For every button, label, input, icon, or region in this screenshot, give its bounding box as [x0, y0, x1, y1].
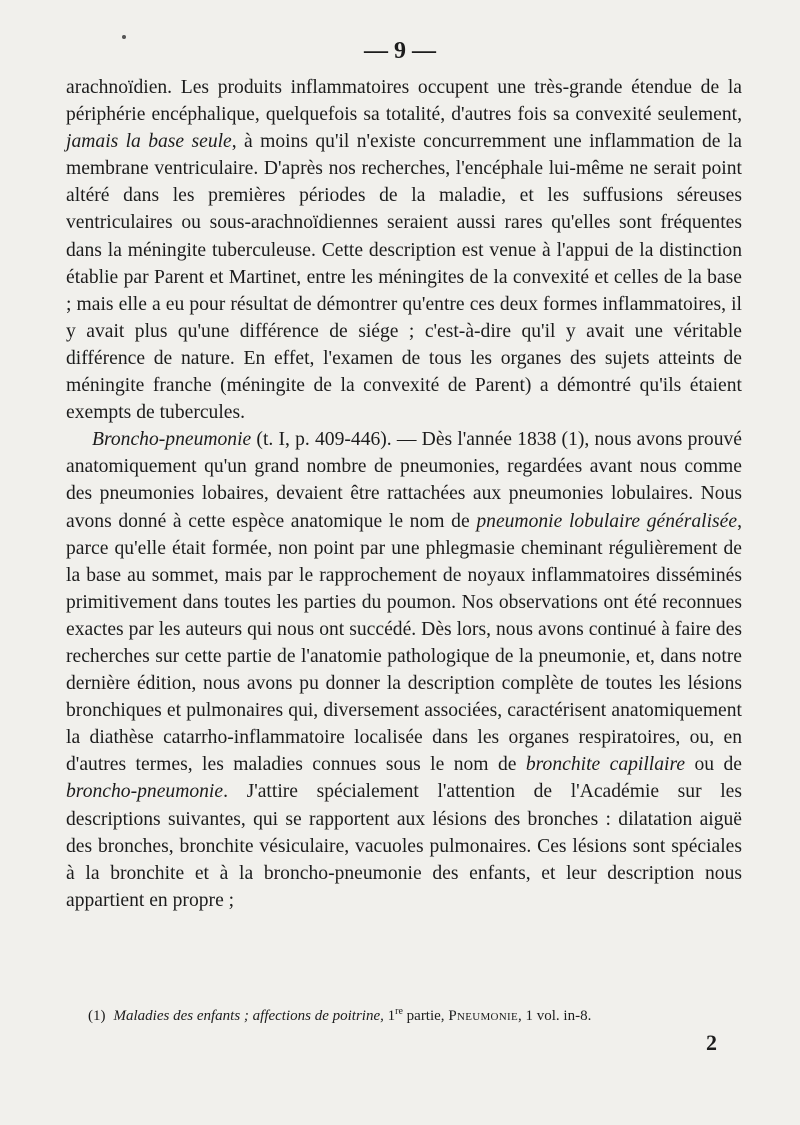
text-run: , parce qu'elle était formée, non point par une phlegmasie cheminant régulièrement de la base au sommet, mais par le rapprochement de noyaux inflammatoires disséminés primitivement dans toutes les parties du poumon. Nos observations ont été reconnues exactes par les auteurs qui nous ont succédé. Dès lors, nous avons continué à faire des recherches sur cette partie de l'anatomie pathologique de la pneumonie, et, dans notre dernière édition, nous avons pu donner la description complète de toutes les lésions bronchiques et pulmonaires qui, diversement associées, caractérisent anatomiquement la diathèse catarrho-inflammatoire localisée dans les organes respiratoires, ou, en d'autres termes, les maladies connues sous le nom de	[66, 510, 742, 776]
page-number: — 9 —	[364, 38, 436, 64]
text-run: (t. I, p. 409-446). — Dès l'année 1838 (1), nous avons prouvé anatomiquement qu'un grand nombre de pneumonies, regardées avant nous comme des pneumonies lobaires, devaient être rattachées aux pneumonies lobulaires. Nous avons donné à cette espèce anatomique le nom de	[66, 429, 742, 532]
footnote-text: partie,	[402, 1008, 449, 1024]
text-run: ou de	[685, 754, 742, 776]
footnote-title: Maladies des enfants ; affections de poitrine,	[113, 1008, 384, 1024]
italic-run: pneumonie lobulaire généralisée	[476, 510, 738, 532]
body-text	[66, 74, 742, 914]
signature-mark: 2	[706, 1030, 717, 1055]
italic-run: bronchite capillaire	[525, 754, 686, 776]
footnote-ordinal: 1	[387, 1008, 396, 1024]
section-heading-italic: Broncho-pneumonie	[92, 429, 252, 451]
text-run: . J'attire spécialement l'attention de l'Académie sur les descriptions suivantes, qui se rapportent aux lésions des bronches : dilatation aiguë des bronches, bronchite vésiculaire, vacuoles pulmonaires. Ces lésions sont spéciales à la bronchite et à la broncho-pneumonie des enfants, et leur description nous appartient en propre ;	[66, 781, 742, 911]
italic-run: broncho-pneumonie	[66, 781, 224, 803]
footnote-ref: (1)	[88, 1008, 106, 1024]
footnote-ordinal-sup: re	[395, 1006, 403, 1017]
paragraph-broncho-pneumonie	[66, 426, 742, 914]
footnote-smallcaps: Pneumonie	[448, 1008, 519, 1024]
footnote	[88, 1006, 748, 1025]
paragraph-meningitis	[66, 74, 742, 426]
text-run: , à moins qu'il n'existe concurremment une inflammation de la membrane ventriculaire. D'après nos recherches, l'encéphale lui-même ne serait point altéré dans les premières périodes de la maladie, et les suffusions séreuses ventriculaires ou sous-arachnoïdiennes seraient aussi rares qu'elles sont fréquentes dans la méningite tuberculeuse. Cette description est venue à l'appui de la distinction établie par Parent et Martinet, entre les méningites de la convexité et celles de la base ; mais elle a eu pour résultat de démontrer qu'entre ces deux formes inflammatoires, il y avait plus qu'une différence de siége ; c'est-à-dire qu'il y avait une véritable différence de nature. En effet, l'examen de tous les organes des sujets atteints de méningite franche (méningite de la convexité de Parent) a démontré qu'ils étaient exempts de tubercules.	[66, 131, 742, 424]
footnote-text: , 1 vol. in-8.	[518, 1008, 592, 1024]
text-run: arachnoïdien. Les produits inflammatoires occupent une très-grande étendue de la périphérie encéphalique, quelquefois sa totalité, d'autres fois sa convexité seulement,	[66, 77, 742, 126]
italic-run: jamais la base seule	[66, 131, 232, 153]
